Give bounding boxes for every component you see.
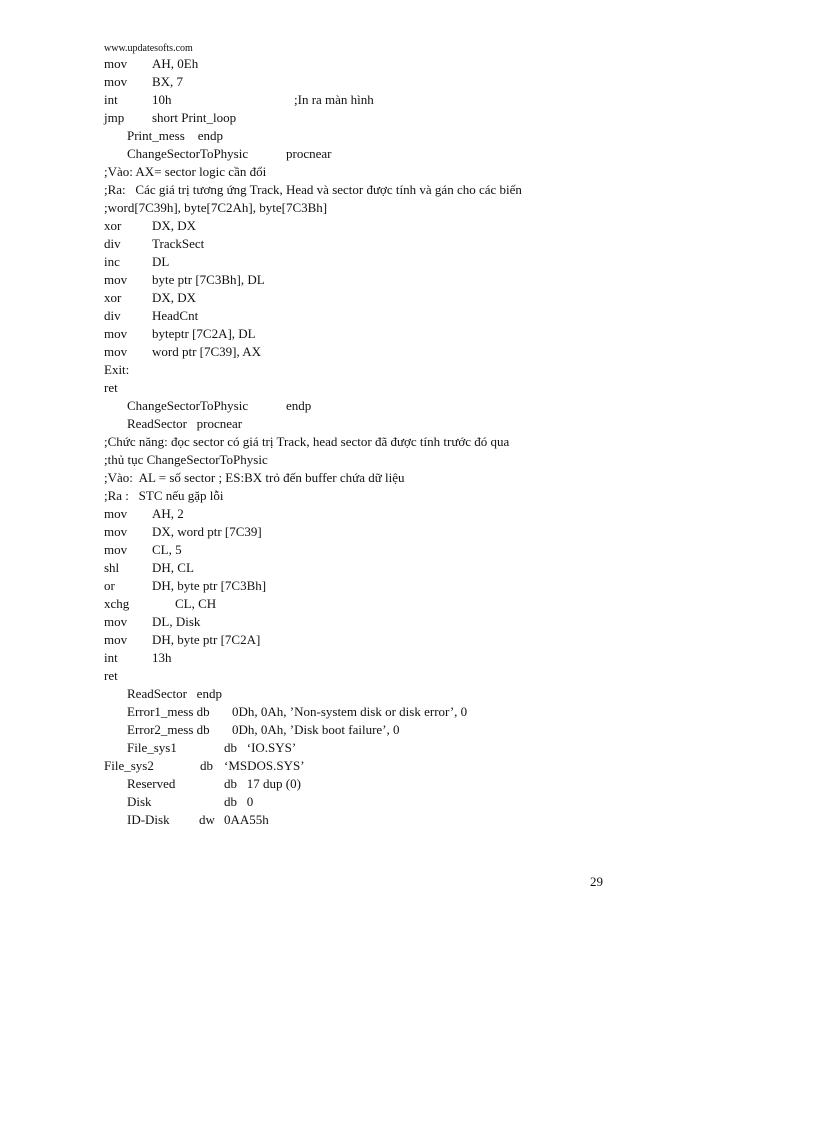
code-token: ;Ra : STC nếu gặp lỗi: [104, 488, 224, 503]
code-token: ret: [104, 668, 118, 683]
code-token: DH, byte ptr [7C3Bh]: [152, 578, 267, 593]
code-line: [104, 739, 764, 757]
code-token: div: [104, 308, 121, 323]
code-line: [104, 217, 764, 235]
code-token: ChangeSectorToPhysic: [127, 146, 249, 161]
code-token: 0Dh, 0Ah, ’Non-system disk or disk error’, 0: [232, 704, 468, 719]
code-token: ID-Disk: [127, 812, 170, 827]
code-token: ;thủ tục ChangeSectorToPhysic: [104, 452, 268, 467]
code-token: mov: [104, 542, 128, 557]
code-token: xor: [104, 290, 122, 305]
code-token: 0AA55h: [224, 812, 269, 827]
code-token: AH, 0Eh: [152, 56, 199, 71]
code-line: [104, 235, 764, 253]
code-token: AH, 2: [152, 506, 184, 521]
code-line: [104, 703, 764, 721]
code-token: short Print_loop: [152, 110, 237, 125]
code-line: [104, 487, 764, 505]
code-line: [104, 379, 764, 397]
code-line: [104, 793, 764, 811]
code-token: db ‘IO.SYS’: [224, 740, 297, 755]
code-token: Error2_mess db: [127, 722, 210, 737]
code-line: [104, 145, 764, 163]
code-token: DX, DX: [152, 290, 197, 305]
code-listing: [104, 55, 764, 829]
code-token: db: [200, 758, 213, 773]
code-token: div: [104, 236, 121, 251]
code-line: [104, 577, 764, 595]
code-token: or: [104, 578, 115, 593]
code-line: [104, 685, 764, 703]
code-line: [104, 55, 764, 73]
code-line: [104, 415, 764, 433]
code-token: ;Vào: AX= sector logic cần đổi: [104, 164, 267, 179]
code-token: DL: [152, 254, 170, 269]
code-token: Exit:: [104, 362, 130, 377]
code-token: Print_mess endp: [127, 128, 224, 143]
code-token: CL, CH: [175, 596, 217, 611]
code-line: [104, 451, 764, 469]
code-line: [104, 811, 764, 829]
code-token: Error1_mess db: [127, 704, 210, 719]
code-token: 13h: [152, 650, 172, 665]
code-line: [104, 397, 764, 415]
code-line: [104, 505, 764, 523]
code-token: ChangeSectorToPhysic: [127, 398, 249, 413]
code-token: word ptr [7C39], AX: [152, 344, 262, 359]
code-token: byteptr [7C2A], DL: [152, 326, 256, 341]
code-token: DX, DX: [152, 218, 197, 233]
code-line: [104, 631, 764, 649]
code-token: inc: [104, 254, 120, 269]
code-token: DH, CL: [152, 560, 194, 575]
code-token: Disk: [127, 794, 152, 809]
code-line: [104, 181, 764, 199]
code-line: [104, 649, 764, 667]
code-line: [104, 721, 764, 739]
code-line: [104, 757, 764, 775]
code-token: HeadCnt: [152, 308, 199, 323]
code-token: mov: [104, 614, 128, 629]
code-token: ;word[7C39h], byte[7C2Ah], byte[7C3Bh]: [104, 200, 328, 215]
code-token: jmp: [104, 110, 125, 125]
code-line: [104, 73, 764, 91]
code-token: ‘MSDOS.SYS’: [224, 758, 305, 773]
code-token: mov: [104, 506, 128, 521]
code-line: [104, 253, 764, 271]
code-line: [104, 343, 764, 361]
code-token: ;Vào: AL = số sector ; ES:BX trỏ đến buffer chứa dữ liệu: [104, 470, 405, 485]
code-line: [104, 307, 764, 325]
code-token: ReadSector procnear: [127, 416, 243, 431]
code-line: [104, 109, 764, 127]
code-line: [104, 775, 764, 793]
code-token: procnear: [286, 146, 332, 161]
code-token: mov: [104, 272, 128, 287]
code-token: 0Dh, 0Ah, ’Disk boot failure’, 0: [232, 722, 400, 737]
code-token: DX, word ptr [7C39]: [152, 524, 262, 539]
code-line: [104, 127, 764, 145]
code-token: db 0: [224, 794, 254, 809]
code-token: ;Ra: Các giá trị tương ứng Track, Head và sector được tính và gán cho các biến: [104, 182, 522, 197]
code-token: File_sys1: [127, 740, 177, 755]
code-token: TrackSect: [152, 236, 205, 251]
code-token: ReadSector endp: [127, 686, 222, 701]
code-line: [104, 469, 764, 487]
code-line: [104, 559, 764, 577]
header-url: www.updatesofts.com: [104, 43, 193, 54]
code-token: xor: [104, 218, 122, 233]
code-token: dw: [199, 812, 215, 827]
code-token: mov: [104, 632, 128, 647]
code-line: [104, 541, 764, 559]
code-line: [104, 163, 764, 181]
code-token: CL, 5: [152, 542, 182, 557]
code-token: ;In ra màn hình: [294, 92, 374, 107]
code-token: Reserved: [127, 776, 176, 791]
code-token: 10h: [152, 92, 172, 107]
page-number: 29: [590, 874, 603, 889]
code-token: mov: [104, 344, 128, 359]
code-line: [104, 667, 764, 685]
code-token: mov: [104, 524, 128, 539]
code-token: int: [104, 92, 118, 107]
code-token: xchg: [104, 596, 130, 611]
code-token: db 17 dup (0): [224, 776, 301, 791]
code-token: endp: [286, 398, 312, 413]
code-token: mov: [104, 56, 128, 71]
code-token: DH, byte ptr [7C2A]: [152, 632, 261, 647]
code-line: [104, 361, 764, 379]
code-token: shl: [104, 560, 120, 575]
code-token: ret: [104, 380, 118, 395]
code-token: mov: [104, 326, 128, 341]
code-token: mov: [104, 74, 128, 89]
code-line: [104, 523, 764, 541]
code-token: File_sys2: [104, 758, 154, 773]
code-line: [104, 199, 764, 217]
code-line: [104, 613, 764, 631]
code-token: DL, Disk: [152, 614, 201, 629]
code-token: int: [104, 650, 118, 665]
code-line: [104, 289, 764, 307]
code-token: BX, 7: [152, 74, 184, 89]
code-token: byte ptr [7C3Bh], DL: [152, 272, 265, 287]
code-line: [104, 595, 764, 613]
code-token: ;Chức năng: đọc sector có giá trị Track, head sector đã được tính trước đó qua: [104, 434, 510, 449]
code-line: [104, 325, 764, 343]
code-line: [104, 271, 764, 289]
code-line: [104, 91, 764, 109]
code-line: [104, 433, 764, 451]
